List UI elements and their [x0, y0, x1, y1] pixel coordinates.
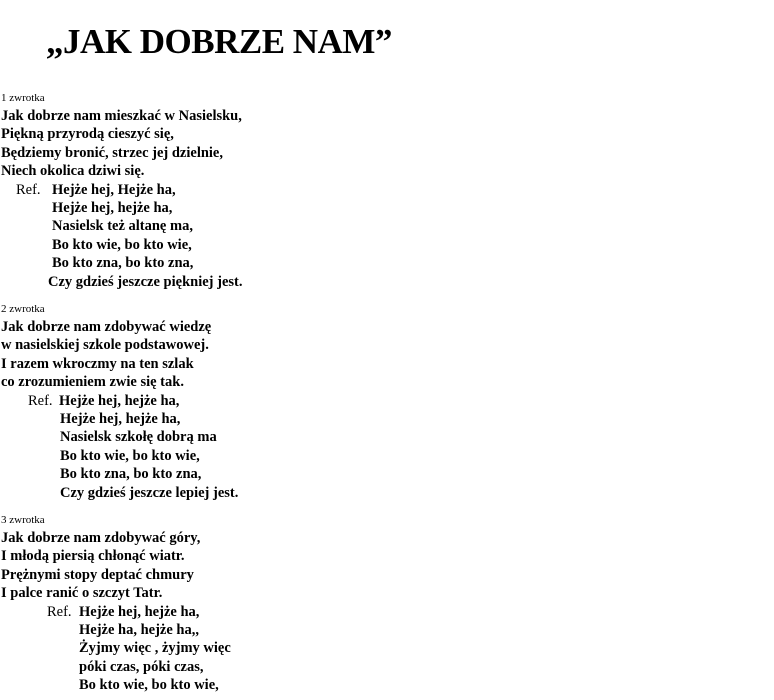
refrain-line: [1, 181, 701, 199]
verse-line: Będziemy bronić, strzec jej dzielnie,: [1, 144, 223, 161]
refrain-text: Bo kto wie, bo kto wie,: [79, 677, 219, 694]
refrain-text: Czy gdzieś jeszcze lepiej jest.: [60, 484, 239, 501]
refrain-line: [1, 621, 701, 639]
refrain-line: [1, 236, 701, 254]
verse-line: I razem wkroczmy na ten szlak: [1, 355, 194, 372]
verse-line: Piękną przyrodą cieszyć się,: [1, 126, 174, 143]
stanza-label: 3 zwrotka: [1, 514, 45, 526]
stanza-2: [1, 303, 701, 502]
refrain-line: [1, 465, 701, 483]
verse-line: Prężnymi stopy deptać chmury: [1, 566, 194, 583]
refrain-line: [1, 254, 701, 272]
refrain-text: Bo kto zna, bo kto zna,: [60, 466, 202, 483]
stanza-1: [1, 92, 701, 291]
refrain-line: [1, 676, 701, 694]
refrain-text: Bo kto wie, bo kto wie,: [60, 447, 200, 464]
verse-line: Jak dobrze nam zdobywać góry,: [1, 530, 201, 546]
stanza-3: [1, 514, 701, 695]
refrain-line: [1, 392, 701, 410]
refrain-line: [1, 639, 701, 657]
refrain-text: Czy gdzieś jeszcze piękniej jest.: [48, 273, 243, 290]
refrain-line: [1, 447, 701, 465]
refrain-text: Hejże hej, hejże ha,: [52, 199, 173, 216]
refrain-text: Hejże hej, Hejże ha,: [52, 181, 176, 198]
verse-line: Niech okolica dziwi się.: [1, 163, 145, 180]
refrain-line: [1, 484, 701, 502]
stanza-label: 1 zwrotka: [1, 92, 45, 104]
refrain-text: Nasielsk szkołę dobrą ma: [60, 429, 217, 446]
verse-line: Jak dobrze nam zdobywać wiedzę: [1, 319, 212, 335]
verse-line: I młodą piersią chłonąć wiatr.: [1, 548, 185, 565]
refrain-label: Ref.: [16, 181, 41, 198]
refrain-text: Hejże ha, hejże ha,,: [79, 621, 199, 638]
refrain-text: Żyjmy więc , żyjmy więc: [79, 640, 231, 657]
refrain-text: Hejże hej, hejże ha,: [60, 410, 181, 427]
refrain-text: Bo kto zna, bo kto zna,: [52, 255, 194, 272]
refrain-text: póki czas, póki czas,: [79, 658, 204, 675]
refrain-text: Hejże hej, hejże ha,: [59, 392, 180, 409]
refrain-text: Hejże hej, hejże ha,: [79, 603, 200, 620]
refrain-line: [1, 658, 701, 676]
song-title: „JAK DOBRZE NAM”: [46, 22, 392, 61]
refrain-line: [1, 217, 701, 235]
refrain-line: [1, 410, 701, 428]
refrain-label: Ref.: [28, 392, 53, 409]
verse-line: w nasielskiej szkole podstawowej.: [1, 337, 209, 354]
refrain-text: Bo kto wie, bo kto wie,: [52, 236, 192, 253]
refrain-line: [1, 428, 701, 446]
verse-line: Jak dobrze nam mieszkać w Nasielsku,: [1, 108, 242, 124]
verse-line: co zrozumieniem zwie się tak.: [1, 374, 184, 391]
stanza-label: 2 zwrotka: [1, 303, 45, 315]
refrain-line: [1, 603, 701, 621]
refrain-label: Ref.: [47, 603, 72, 620]
refrain-line: [1, 273, 701, 291]
refrain-text: Nasielsk też altanę ma,: [52, 218, 193, 235]
verse-line: I palce ranić o szczyt Tatr.: [1, 585, 163, 602]
refrain-line: [1, 199, 701, 217]
